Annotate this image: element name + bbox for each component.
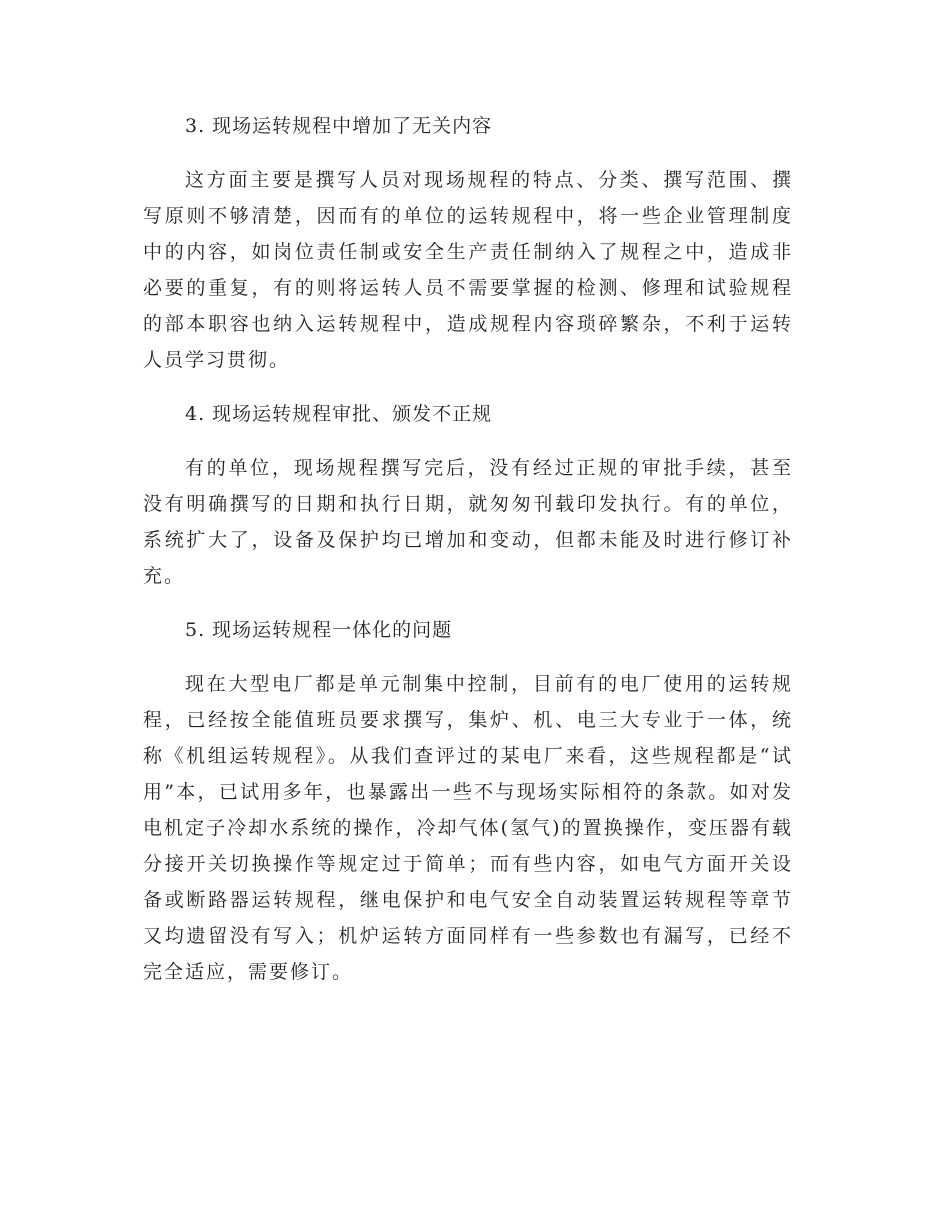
document-body bbox=[143, 108, 793, 1008]
section-paragraph-4: 有的单位，现场规程撰写完后，没有经过正规的审批手续，甚至没有明确撰写的日期和执行日期，就匆匆刊载印发执行。有的单位，系统扩大了，设备及保护均已增加和变动，但都未能及时进行修订补充。 bbox=[143, 457, 793, 587]
section-heading-4: 4. 现场运转规程审批、颁发不正规 bbox=[185, 403, 493, 425]
section-heading-3: 3. 现场运转规程中增加了无关内容 bbox=[185, 115, 493, 137]
section-heading-5: 5. 现场运转规程一体化的问题 bbox=[185, 619, 453, 641]
section-paragraph-5: 现在大型电厂都是单元制集中控制，目前有的电厂使用的运转规程，已经按全能值班员要求撰写，集炉、机、电三大专业于一体，统称《机组运转规程》。从我们查评过的某电厂来看，这些规程都是“试用”本，已试用多年，也暴露出一些不与现场实际相符的条款。如对发电机定子冷却水系统的操作，冷却气体(氢气)的置换操作，变压器有载分接开关切换操作等规定过于简单；而有些内容，如电气方面开关设备或断路器运转规程，继电保护和电气安全自动装置运转规程等章节又均遗留没有写入；机炉运转方面同样有一些参数也有漏写，已经不完全适应，需要修订。 bbox=[143, 673, 793, 983]
section-paragraph-3: 这方面主要是撰写人员对现场规程的特点、分类、撰写范围、撰写原则不够清楚，因而有的单位的运转规程中，将一些企业管理制度中的内容，如岗位责任制或安全生产责任制纳入了规程之中，造成非必要的重复，有的则将运转人员不需要掌握的检测、修理和试验规程的部本职容也纳入运转规程中，造成规程内容琐碎繁杂，不利于运转人员学习贯彻。 bbox=[143, 169, 793, 371]
